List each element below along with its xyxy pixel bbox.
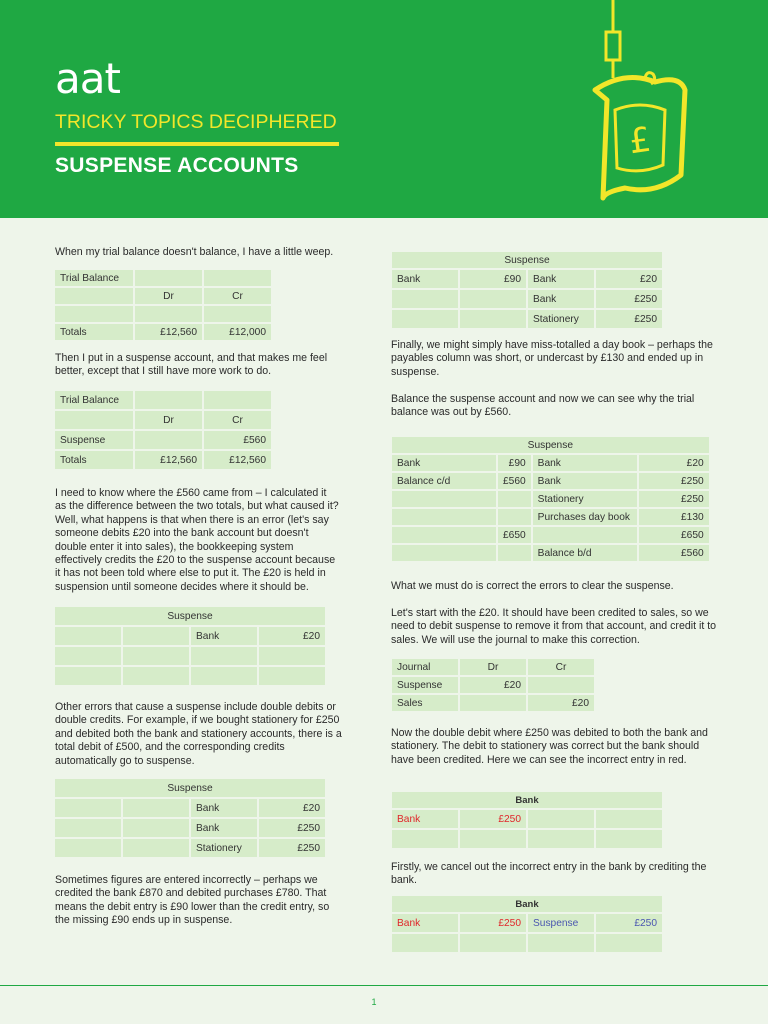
intro-paragraph: When my trial balance doesn't balance, I have a little weep.: [55, 246, 334, 258]
s4-debit-label: [392, 491, 496, 507]
s3-row-value: £20: [596, 270, 662, 288]
paragraph-double-debit: Now the double debit where £250 was debited to both the bank and stationery. The debit to stationery was correct but the bank should have been credited. Here we can see the incorrect entry in red.: [391, 727, 708, 766]
journal-row2-cr: £20: [528, 695, 594, 711]
footer-rule: [0, 985, 768, 986]
s4-debit-value: £560: [498, 473, 531, 489]
tb2-title: Trial Balance: [55, 391, 133, 409]
tb2-totals-cr: £12,560: [204, 451, 271, 469]
bank1-debit-value: £250: [460, 810, 526, 828]
s2-row-label: Bank: [191, 819, 257, 837]
s4-debit-label: [392, 545, 496, 561]
s2-row-value: £20: [259, 799, 325, 817]
page-title: SUSPENSE ACCOUNTS: [55, 154, 299, 177]
paragraph-suspense-intro: Then I put in a suspense account, and that makes me feel better, except that I still have more work to do.: [55, 352, 328, 378]
s3-debit-label: Bank: [392, 270, 458, 288]
s4-credit-label: [533, 527, 637, 543]
s3-row-label: Bank: [528, 290, 594, 308]
s4-debit-value: [498, 545, 531, 561]
tb1-totals-cr: £12,000: [204, 324, 271, 340]
tb2-suspense-label: Suspense: [55, 431, 133, 449]
s4-debit-label: [392, 527, 496, 543]
tb1-totals-label: Totals: [55, 324, 133, 340]
s4-debit-value: [498, 491, 531, 507]
tb2-dr-header: Dr: [135, 411, 202, 429]
suspense-table-balanced: [390, 435, 711, 563]
bank1-title: Bank: [392, 792, 662, 808]
s3-row-label: Bank: [528, 270, 594, 288]
hanging-banknote-icon: [585, 0, 705, 205]
paragraph-cancel-entry: Firstly, we cancel out the incorrect entry in the bank by crediting the bank.: [391, 861, 707, 887]
s4-credit-value: £250: [639, 491, 709, 507]
aat-logo: aat: [55, 54, 120, 103]
series-kicker: TRICKY TOPICS DECIPHERED: [55, 111, 337, 133]
paragraph-journal-correction: Let's start with the £20. It should have been credited to sales, so we need to debit suspense to remove it from that account, and credit it to sales. We will use the journal to make this correction.: [391, 607, 717, 646]
tb2-cr-header: Cr: [204, 411, 271, 429]
s4-credit-label: Balance b/d: [533, 545, 637, 561]
s4-debit-value: [498, 509, 531, 525]
s1-row1-value: £20: [259, 627, 325, 645]
s1-row1-label: Bank: [191, 627, 257, 645]
bank2-credit-value: £250: [596, 914, 662, 932]
tb1-cr-header: Cr: [204, 288, 271, 304]
page-number: 1: [371, 997, 377, 1007]
journal-row1-dr: £20: [460, 677, 526, 693]
s3-row-value: £250: [596, 310, 662, 328]
s1-title: Suspense: [55, 607, 325, 625]
tb2-suspense-cr: £560: [204, 431, 271, 449]
trial-balance-table-2: [53, 389, 273, 471]
bank1-debit-label: Bank: [392, 810, 458, 828]
svg-text:£: £: [626, 119, 654, 163]
s4-credit-value: £250: [639, 473, 709, 489]
s2-title: Suspense: [55, 779, 325, 797]
s4-credit-label: Bank: [533, 455, 637, 471]
s4-debit-label: Bank: [392, 455, 496, 471]
tb2-totals-label: Totals: [55, 451, 133, 469]
s4-credit-label: Purchases day book: [533, 509, 637, 525]
s2-row-label: Stationery: [191, 839, 257, 857]
s3-row-value: £250: [596, 290, 662, 308]
s4-credit-value: £650: [639, 527, 709, 543]
tb1-dr-header: Dr: [135, 288, 202, 304]
paragraph-explanation: I need to know where the £560 came from – I calculated it as the difference between the two totals, but what caused it? Well, what happens is that when there is an error (let's say someone debits £20 into the bank account but doesn't double enter it into sales), the bookkeeping system effectively credits the £20 to the suspense account because it has not been told where else to put it. The £20 is held in suspension until someone decides where it should be.: [55, 487, 339, 593]
s4-credit-label: Bank: [533, 473, 637, 489]
s4-debit-label: [392, 509, 496, 525]
paragraph-double-entries: Other errors that cause a suspense include double debits or double credits. For example, if we bought stationery for £250 and debited both the bank and stationery accounts, there is a total debit of £500, and the corresponding credits automatically go to suspense.: [55, 701, 342, 767]
bank2-debit-label: Bank: [392, 914, 458, 932]
s2-row-value: £250: [259, 819, 325, 837]
trial-balance-table-1: [53, 268, 273, 342]
journal-row1-label: Suspense: [392, 677, 458, 693]
header-rule: [55, 142, 339, 146]
header-banner: [0, 0, 768, 218]
s4-debit-value: £90: [498, 455, 531, 471]
paragraph-incorrect-figures: Sometimes figures are entered incorrectly – perhaps we credited the bank £870 and debited purchases £780. That means the debit entry is £90 lower than the credit entry, so the missing £90 ends up in suspense.: [55, 874, 330, 927]
suspense-table-3: [390, 250, 664, 330]
s3-row-label: Stationery: [528, 310, 594, 328]
paragraph-correct-errors: What we must do is correct the errors to clear the suspense.: [391, 580, 674, 592]
journal-cr-header: Cr: [528, 659, 594, 675]
s4-credit-value: £20: [639, 455, 709, 471]
bank-table-1: [390, 790, 664, 850]
bank2-title: Bank: [392, 896, 662, 912]
tb1-title: Trial Balance: [55, 270, 133, 286]
journal-table: [390, 657, 596, 713]
journal-dr-header: Dr: [460, 659, 526, 675]
s4-credit-value: £560: [639, 545, 709, 561]
s4-credit-label: Stationery: [533, 491, 637, 507]
suspense-table-1: [53, 605, 327, 687]
tb2-totals-dr: £12,560: [135, 451, 202, 469]
s3-title: Suspense: [392, 252, 662, 268]
s3-debit-value: £90: [460, 270, 526, 288]
journal-row2-label: Sales: [392, 695, 458, 711]
s4-title: Suspense: [392, 437, 709, 453]
bank-table-2: [390, 894, 664, 954]
tb1-totals-dr: £12,560: [135, 324, 202, 340]
s4-debit-value: £650: [498, 527, 531, 543]
paragraph-balance: Balance the suspense account and now we can see why the trial balance was out by £560.: [391, 393, 695, 419]
bank2-credit-label: Suspense: [528, 914, 594, 932]
paragraph-day-book: Finally, we might simply have miss-totalled a day book – perhaps the payables column was short, or undercast by £130 and ended up in suspense.: [391, 339, 713, 378]
s4-debit-label: Balance c/d: [392, 473, 496, 489]
bank2-debit-value: £250: [460, 914, 526, 932]
s2-row-value: £250: [259, 839, 325, 857]
suspense-table-2: [53, 777, 327, 859]
s4-credit-value: £130: [639, 509, 709, 525]
journal-title: Journal: [392, 659, 458, 675]
s2-row-label: Bank: [191, 799, 257, 817]
